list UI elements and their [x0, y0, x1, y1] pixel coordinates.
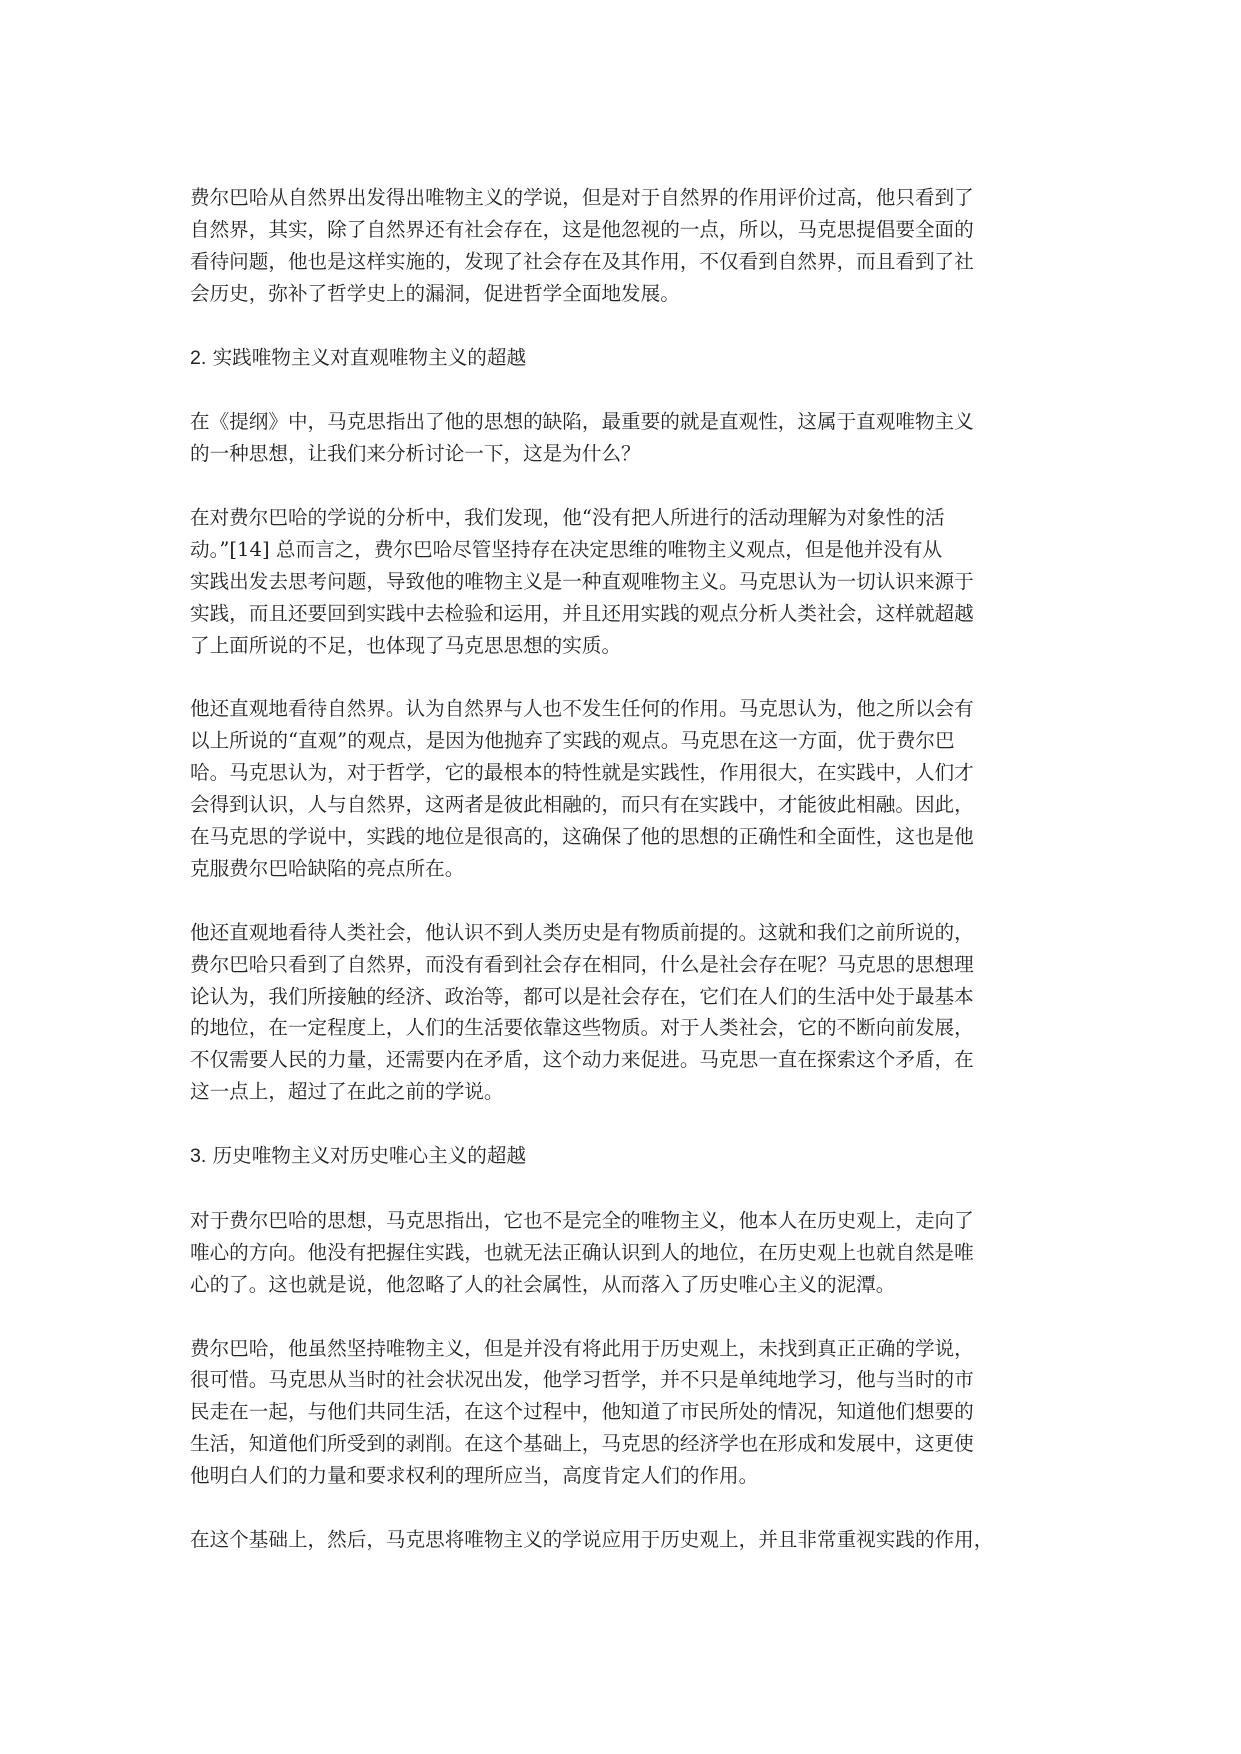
text-line: 论认为，我们所接触的经济、政治等，都可以是社会存在，它们在人们的生活中处于最基本 — [190, 984, 974, 1008]
text-line: 他还直观地看待自然界。认为自然界与人也不发生任何的作用。马克思认为，他之所以会有 — [190, 697, 974, 721]
text-line: 费尔巴哈，他虽然坚持唯物主义，但是并没有将此用于历史观上，未找到真正正确的学说， — [190, 1336, 974, 1360]
text-line: 生活，知道他们所受到的剥削。在这个基础上，马克思的经济学也在形成和发展中，这更使 — [190, 1432, 974, 1456]
text-line: 对于费尔巴哈的思想，马克思指出，它也不是完全的唯物主义，他本人在历史观上，走向了 — [190, 1208, 974, 1232]
paragraph — [190, 1333, 1056, 1493]
text-line: 不仅需要人民的力量，还需要内在矛盾，这个动力来促进。马克思一直在探索这个矛盾，在 — [190, 1048, 974, 1072]
text-line: 费尔巴哈从自然界出发得出唯物主义的学说，但是对于自然界的作用评价过高，他只看到了 — [190, 186, 974, 209]
text-line: 很可惜。马克思从当时的社会状况出发，他学习哲学，并不只是单纯地学习，他与当时的市 — [190, 1368, 974, 1392]
text-line: 的一种思想，让我们来分析讨论一下，这是为什么？ — [190, 442, 641, 466]
paragraph — [190, 406, 1056, 470]
paragraph — [190, 917, 1056, 1108]
paragraph — [190, 693, 1056, 884]
text-line: 会得到认识，人与自然界，这两者是彼此相融的，而只有在实践中，才能彼此相融。因此， — [190, 793, 974, 817]
text-line: 唯心的方向。他没有把握住实践，也就无法正确认识到人的地位，在历史观上也就自然是唯 — [190, 1240, 974, 1264]
section-title: 实践唯物主义对直观唯物主义的超越 — [212, 345, 527, 369]
text-line: 他明白人们的力量和要求权利的理所应当，高度肯定人们的作用。 — [190, 1464, 759, 1488]
text-line: 了上面所说的不足，也体现了马克思思想的实质。 — [190, 633, 622, 657]
text-line: 他还直观地看待人类社会，他认识不到人类历史是有物质前提的。这就和我们之前所说的， — [190, 920, 974, 944]
section-heading-3 — [190, 1140, 1056, 1173]
text-line: 心的了。这也就是说，他忽略了人的社会属性，从而落入了历史唯心主义的泥潭。 — [190, 1272, 896, 1296]
text-line: 看待问题，他也是这样实施的，发现了社会存在及其作用，不仅看到自然界，而且看到了社 — [190, 249, 974, 273]
text-line: 哈。马克思认为，对于哲学，它的最根本的特性就是实践性，作用很大，在实践中，人们才 — [190, 761, 974, 785]
text-line: 民走在一起，与他们共同生活，在这个过程中，他知道了市民所处的情况，知道他们想要的 — [190, 1400, 974, 1424]
text-line: 这一点上，超过了在此之前的学说。 — [190, 1080, 504, 1104]
section-number: 2. — [190, 346, 207, 369]
text-line: 在马克思的学说中，实践的地位是很高的，这确保了他的思想的正确性和全面性，这也是他 — [190, 825, 974, 849]
section-title: 历史唯物主义对历史唯心主义的超越 — [212, 1144, 527, 1168]
paragraph — [190, 1524, 1056, 1556]
paragraph — [190, 502, 1056, 662]
text-line: 以上所说的“直观”的观点，是因为他抛弃了实践的观点。马克思在这一方面，优于费尔巴 — [190, 729, 955, 753]
text-line: 自然界，其实，除了自然界还有社会存在，这是他忽视的一点，所以，马克思提倡要全面的 — [190, 217, 974, 241]
text-line: 的地位，在一定程度上，人们的生活要依靠这些物质。对于人类社会，它的不断向前发展， — [190, 1016, 974, 1040]
text-line: 费尔巴哈只看到了自然界，而没有看到社会存在相同，什么是社会存在呢？马克思的思想理 — [190, 952, 974, 976]
text-line: 在这个基础上，然后，马克思将唯物主义的学说应用于历史观上，并且非常重视实践的作用， — [190, 1527, 994, 1551]
paragraph — [190, 1205, 1056, 1301]
text-line: 在对费尔巴哈的学说的分析中，我们发现，他“没有把人所进行的活动理解为对象性的活 — [190, 506, 945, 530]
section-number: 3. — [190, 1145, 207, 1168]
section-heading-2 — [190, 342, 1056, 375]
text-line: 会历史，弥补了哲学史上的漏洞，促进哲学全面地发展。 — [190, 281, 680, 305]
text-line: 实践出发去思考问题，导致他的唯物主义是一种直观唯物主义。马克思认为一切认识来源于 — [190, 569, 974, 593]
text-line: 实践，而且还要回到实践中去检验和运用，并且还用实践的观点分析人类社会，这样就超越 — [190, 601, 974, 625]
text-line: 克服费尔巴哈缺陷的亮点所在。 — [190, 856, 465, 880]
text-line: 动。”[14] 总而言之，费尔巴哈尽管坚持存在决定思维的唯物主义观点，但是他并没有从 — [190, 537, 943, 561]
paragraph — [190, 182, 1056, 310]
text-line: 在《提纲》中，马克思指出了他的思想的缺陷，最重要的就是直观性，这属于直观唯物主义 — [190, 410, 974, 434]
document-body — [190, 182, 1056, 1556]
